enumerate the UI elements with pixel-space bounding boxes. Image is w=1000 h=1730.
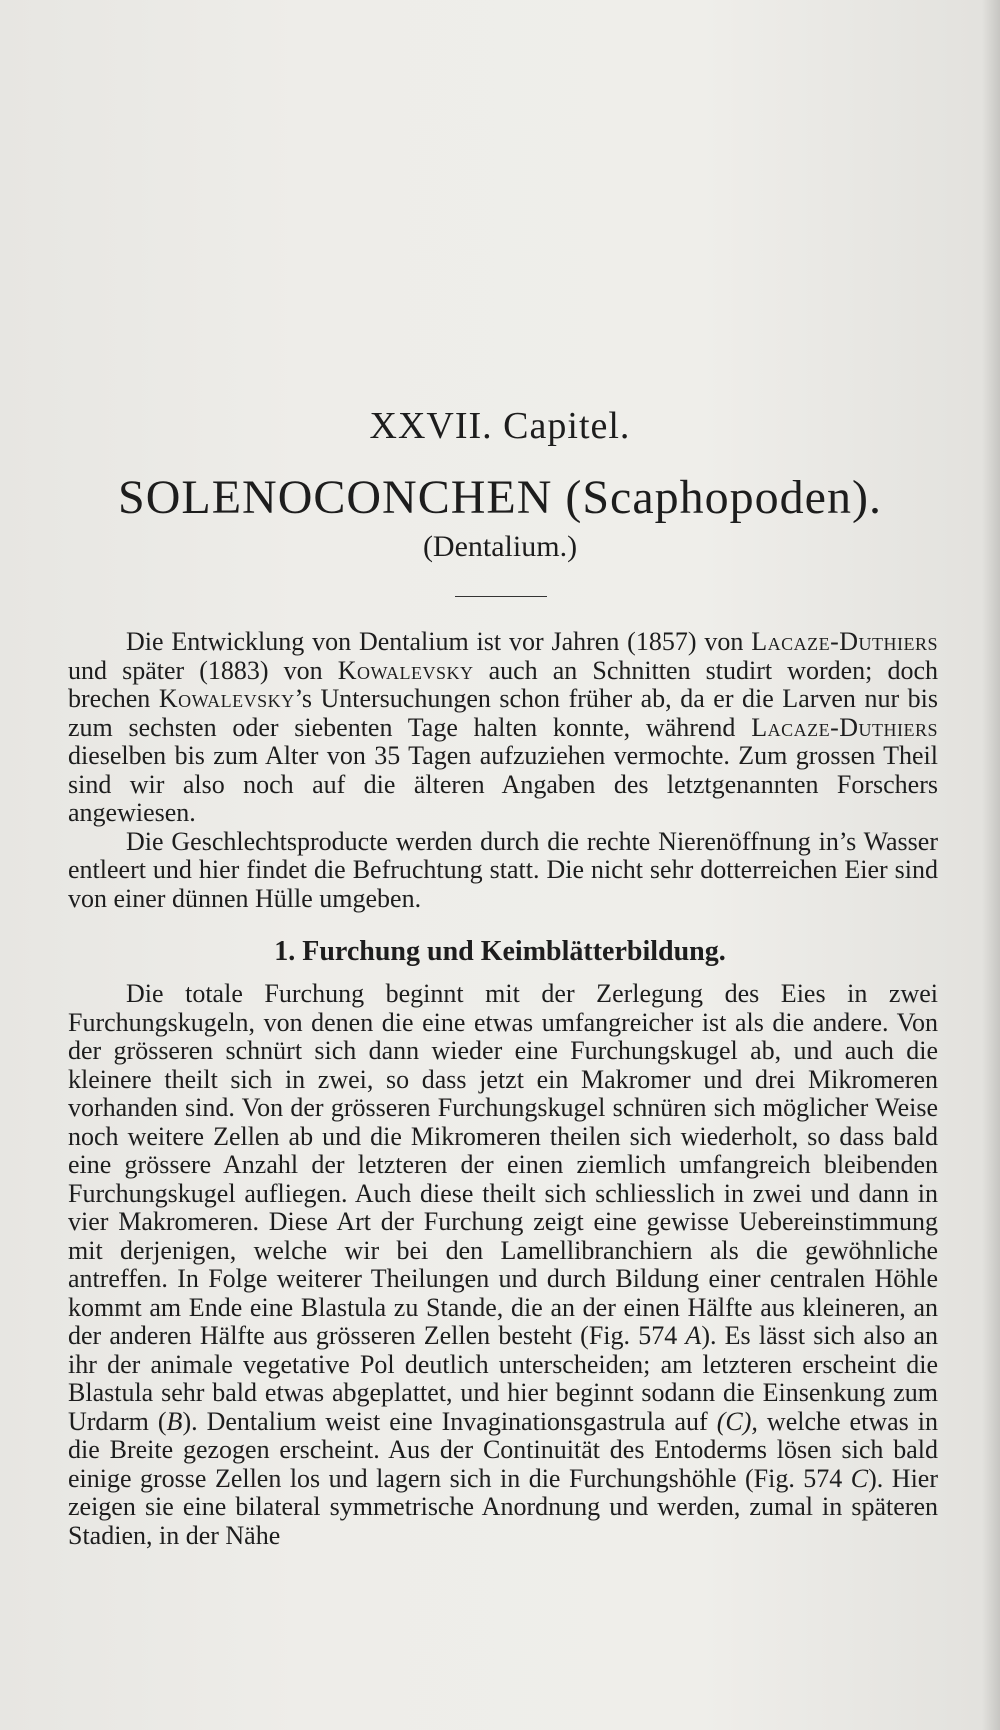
text-run: ). Dentalium weist eine Invaginationsgastrula auf — [182, 1406, 717, 1436]
author-name: Lacaze-Duthiers — [751, 712, 938, 742]
paragraph-reproduction: Die Geschlechtsproducte werden durch die rechte Nierenöffnung in’s Wasser entleert und hier findet die Befruchtung statt. Die nicht sehr dotterreichen Eier sind von einer dünnen Hülle umgeben. — [68, 826, 938, 913]
figure-ref: B — [166, 1406, 183, 1436]
text-run: ). Es lässt sich also an ihr der animale vegetative Pol deutlich unterscheiden; am letzteren erscheint die Blastula sehr bald etwas abgeplattet, und hier beginnt sodann die Einsenkung zum Urdarm ( — [68, 1321, 938, 1436]
figure-ref: (C), — [716, 1406, 758, 1436]
section-text — [68, 980, 938, 1550]
chapter-title: SOLENOCONCHEN (Scaphopoden). — [118, 471, 882, 524]
text-run: welche etwas in die Breite gezogen erscheint. Aus der Continuität des Entoderms lösen sich bald einige grosse Zellen los und lagern sich in die Furchungshöhle (Fig. 574 — [68, 1406, 939, 1493]
text-run: und später (1883) von — [68, 655, 338, 685]
text-run: Die totale Furchung beginnt mit der Zerlegung des Eies in zwei Furchungskugeln, von denen die eine etwas umfangreicher ist als die andere. Von der grösseren schnürt sich dann wieder eine Furchungskugel ab, und auch die kleinere theilt sich in zwei, so dass jetzt ein Makromer und drei Mikromeren vorhanden sind. Von der grösseren Furchungskugel schnüren sich möglicher Weise noch weitere Zellen ab und die Mikromeren theilen sich wiederholt, so dass bald eine grössere Anzahl der letzteren der einen ziemlich umfangreich bleibenden Furchungskugel aufliegen. Auch diese theilt sich schliesslich in zwei und dann in vier Makromeren. Diese Art der Furchung zeigt eine gewisse Uebereinstimmung mit derjenigen, welche wir bei den Lamellibranchiern als die gewöhnliche antreffen. In Folge weiterer Theilungen und durch Bildung einer centralen Höhle kommt am Ende eine Blastula zu Stande, die an der einen Hälfte aus kleineren, an der anderen Hälfte aus grösseren Zellen besteht (Fig. 574 — [68, 979, 938, 1350]
figure-ref: C — [850, 1463, 869, 1493]
paragraph-intro — [68, 628, 938, 828]
text-run: auch an Schnitten studirt worden; doch brechen — [68, 655, 938, 713]
chapter-subtitle: (Dentalium.) — [422, 530, 578, 563]
page-edge-shadow — [982, 0, 1000, 1730]
section-heading: 1. Furchung und Keimblätterbildung. — [274, 936, 726, 967]
text-run: ). Hier zeigen sie eine bilateral symmetrische Anordnung und werden, zumal in späteren Stadien, in der Nähe — [68, 1463, 938, 1550]
intro-text — [68, 628, 938, 913]
text-run: Die Entwicklung von Dentalium ist vor Jahren (1857) von — [126, 627, 752, 656]
paragraph-cleavage — [68, 980, 938, 1550]
title-divider — [455, 596, 547, 597]
chapter-number: XXVII. Capitel. — [369, 405, 631, 447]
author-name: Lacaze-Duthiers — [751, 627, 938, 656]
author-name: Kowalevsky — [158, 684, 295, 713]
text-run: ’s Untersuchungen schon früher ab, da er die Larven nur bis zum sechsten oder siebenten Tage halten konnte, während — [68, 684, 938, 742]
figure-ref: A — [685, 1321, 702, 1350]
author-name: Kowalevsky — [337, 655, 474, 685]
text-run: dieselben bis zum Alter von 35 Tagen aufzuziehen vermochte. Zum grossen Theil sind wir also noch auf die älteren Angaben des letztgenannten Forschers angewiesen. — [68, 741, 938, 827]
